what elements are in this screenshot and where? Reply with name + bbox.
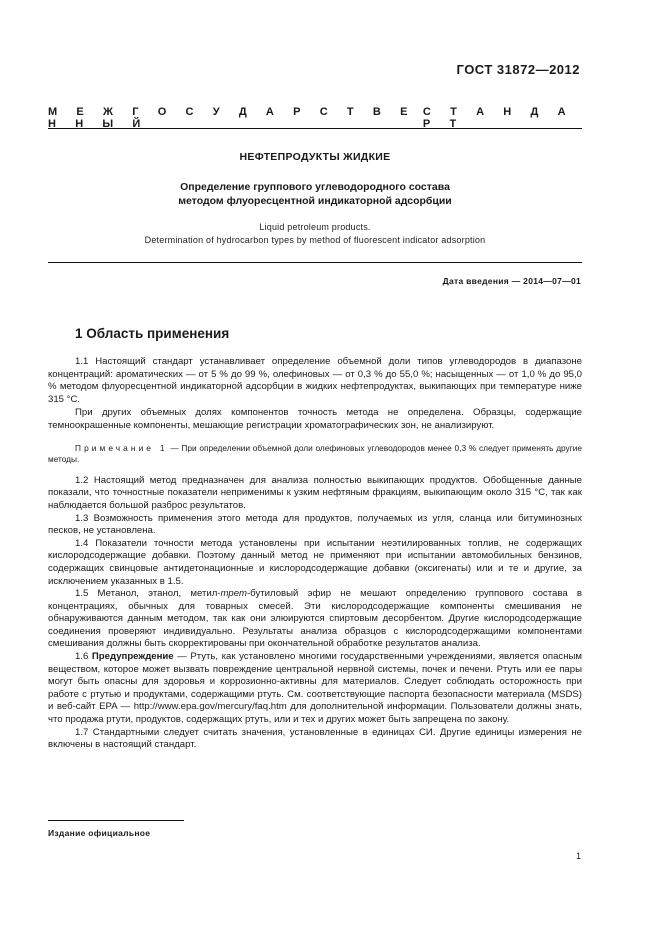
gost-number: ГОСТ 31872—2012 bbox=[456, 62, 580, 77]
note-1 bbox=[48, 443, 582, 466]
english-title-line-2: Determination of hydrocarbon types by method of fluorescent indicator adsorption bbox=[144, 235, 486, 245]
paragraph-1-6 bbox=[48, 651, 582, 727]
page-number: 1 bbox=[575, 851, 581, 861]
header-rule bbox=[48, 128, 582, 129]
p1-5-post: -бутиловый эфир не мешают определению группового состава в концентрациях, обычных для товарных смесей. Эти кислородсодержащие компоненты смешивания не обнаруживаются данным методом, так как они элюируются спиртовым десорбентом. Другие кислородсодержащие соединения проверяют индивидуально. Результаты анализа образцов с кислородсодержащими компонентами смешивания должны быть скорректированы при окончательной обработке результатов анализа. bbox=[48, 588, 582, 650]
paragraph-1-4: 1.4 Показатели точности метода установлены при испытании неэтилированных топлив, не содержащих кислородсодержащие добавки. Поэтому данный метод не применяют при испытании автомобильных бензинов, содержащих свинцовые антидетонационные и кислородсодержащие добавки (оксигенаты) или и те и другие, за исключением указанных в 1.5. bbox=[48, 537, 582, 587]
p1-6-number: 1.6 bbox=[75, 651, 92, 663]
paragraph-1-3: 1.3 Возможность применения этого метода для продуктов, получаемых из угля, сланца или битуминозных песков, не установлена. bbox=[48, 512, 582, 537]
warning-label: Предупреждение bbox=[91, 651, 174, 663]
official-edition-label: Издание официальное bbox=[48, 828, 151, 838]
standard-type-word2: С Т А Н Д А Р Т bbox=[422, 106, 574, 130]
section-title: 1 Область применения bbox=[75, 326, 230, 341]
standard-type-word1: М Е Ж Г О С У Д А Р С Т В Е Н Н Ы Й bbox=[48, 106, 416, 130]
p1-5-italic: трет bbox=[220, 588, 247, 600]
section-body bbox=[48, 356, 582, 752]
document-title: НЕФТЕПРОДУКТЫ ЖИДКИЕ bbox=[239, 151, 391, 163]
paragraph-1-5 bbox=[48, 588, 582, 651]
paragraph-1-7: 1.7 Стандартными следует считать значения, установленные в единицах СИ. Другие единицы измерения не включены в настоящий стандарт. bbox=[48, 726, 582, 751]
p1-6-text: — Ртуть, как установлено многими государственными учреждениями, является опасным веществом, которое может вызвать повреждение центральной нервной системы, почек и печени. Ртуть или ее пары могут быть опасны для здоровья и коррозионно-активны для материалов. Следует соблюдать осторожность при работе с ртутью и продуктами, содержащими ртуть. См. соответствующие паспорта безопасности материала (MSDS) и веб-сайт EPA — http://www.epa.gov/mercury/faq.htm для дополнительной информации. Пользователи должны знать, что продажа ртути, продуктов, содержащих ртуть, или и тех и других может быть запрещена по закону. bbox=[48, 651, 582, 726]
paragraph-1-1: 1.1 Настоящий стандарт устанавливает определение объемной доли типов углеводородов в диапазоне концентраций: ароматических — от 5 % до 99 %, олефиновых — от 0,3 % до 55,0 %; насыщенных — от 1,0 % до 95,0 % методом флуоресцентной индикаторной адсорбции в жидких нефтепродуктах, выкипающих при температуре ниже 315 °С. bbox=[48, 356, 582, 405]
footer-rule bbox=[48, 820, 184, 821]
english-title bbox=[48, 221, 582, 247]
p1-5-pre: 1.5 Метанол, этанол, метил- bbox=[75, 588, 221, 600]
english-title-line-1: Liquid petroleum products. bbox=[259, 222, 371, 232]
subtitle-line-2: методом флуоресцентной индикаторной адсорбции bbox=[178, 195, 452, 207]
paragraph-1-2: 1.2 Настоящий метод предназначен для анализа полностью выкипающих продуктов. Обобщенные данные показали, что точностные показатели неприменимы к узким нефтяным фракциям, выкипающим около 315 °С, так как наблюдается большой разброс результатов. bbox=[48, 474, 582, 511]
title-rule bbox=[48, 262, 582, 263]
subtitle-line-1: Определение группового углеводородного состава bbox=[180, 181, 450, 193]
standard-type-heading bbox=[48, 106, 582, 130]
note-label: Примечание 1 bbox=[75, 442, 168, 453]
paragraph-1-1b: При других объемных долях компонентов точность метода не определена. Образцы, содержащие темноокрашенные компоненты, мешающие регистрации хроматографических зон, не анализируют. bbox=[48, 407, 582, 431]
document-subtitle bbox=[48, 180, 582, 208]
introduction-date: Дата введения — 2014—07—01 bbox=[442, 276, 581, 286]
note-text: — При определении объемной доли олефиновых углеводородов менее 0,3 % следует применять другие методы. bbox=[48, 442, 582, 465]
